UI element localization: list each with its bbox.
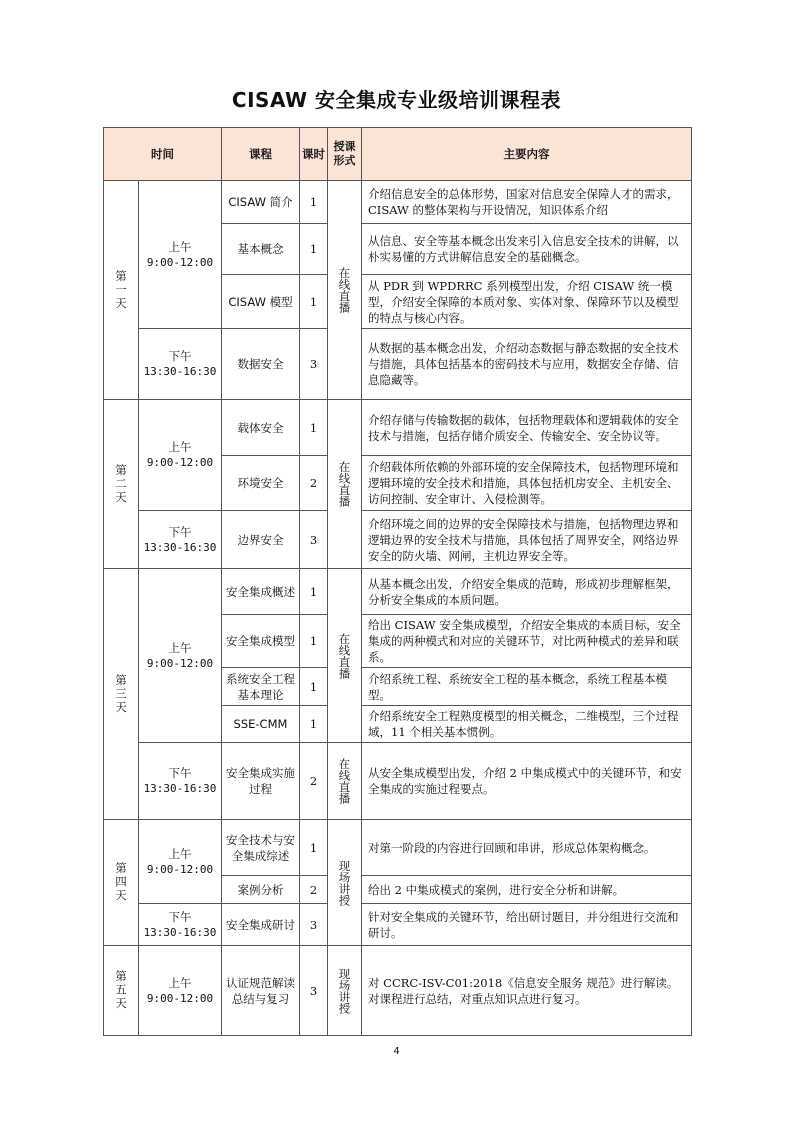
course-content: 从安全集成模型出发，介绍 2 中集成模式中的关键环节，和安全集成的实施过程要点。	[362, 743, 692, 820]
time-range: 9:00-12:00	[146, 255, 214, 269]
day-label: 第四天	[104, 820, 139, 946]
course-name: SSE-CMM	[222, 706, 300, 743]
day-label: 第一天	[104, 181, 139, 400]
teaching-mode: 在线直播	[328, 743, 362, 820]
table-row	[104, 400, 692, 456]
time-range: 9:00-12:00	[146, 656, 214, 670]
header-row	[104, 128, 692, 181]
course-content: 介绍信息安全的总体形势，国家对信息安全保障人才的需求，CISAW 的整体架构与开设情况，知识体系介绍	[362, 181, 692, 224]
table-row	[104, 743, 692, 820]
time-range: 13:30-16:30	[143, 925, 217, 939]
time-label: 上午	[168, 239, 192, 254]
teaching-mode: 现场讲授	[328, 946, 362, 1036]
course-name: 案例分析	[222, 876, 300, 904]
course-content: 介绍存储与传输数据的载体，包括物理载体和逻辑载体的安全技术与措施，包括存储介质安全、传输安全、安全协议等。	[362, 400, 692, 456]
schedule-table	[103, 127, 692, 1036]
course-name: 认证规范解读 总结与复习	[222, 946, 300, 1036]
course-hours: 1	[300, 275, 328, 329]
course-hours: 3	[300, 904, 328, 946]
time-cell	[139, 820, 222, 904]
header-course: 课程	[222, 128, 300, 181]
course-content: 给出 CISAW 安全集成模型，介绍安全集成的本质目标，安全集成的两种模式和对应的关键环节，对比两种模式的差异和联系。	[362, 615, 692, 668]
page-number: 4	[393, 1046, 400, 1057]
table-row	[104, 569, 692, 615]
course-name: 数据安全	[222, 329, 300, 400]
teaching-mode: 在线直播	[328, 569, 362, 743]
time-label: 上午	[168, 640, 192, 655]
table-row	[104, 820, 692, 876]
course-hours: 1	[300, 668, 328, 706]
course-hours: 3	[300, 946, 328, 1036]
course-content: 对第一阶段的内容进行回顾和串讲，形成总体架构概念。	[362, 820, 692, 876]
course-content: 从基本概念出发，介绍安全集成的范畴，形成初步理解框架，分析安全集成的本质问题。	[362, 569, 692, 615]
time-cell	[139, 946, 222, 1036]
course-name: 安全技术与安全集成综述	[222, 820, 300, 876]
course-hours: 1	[300, 706, 328, 743]
course-name: 安全集成实施过程	[222, 743, 300, 820]
course-content: 介绍系统工程、系统安全工程的基本概念，系统工程基本模型。	[362, 668, 692, 706]
course-hours: 2	[300, 876, 328, 904]
course-content: 从信息、安全等基本概念出发来引入信息安全技术的讲解，以朴实易懂的方式讲解信息安全的基础概念。	[362, 224, 692, 275]
time-range: 13:30-16:30	[143, 365, 217, 378]
teaching-mode: 在线直播	[328, 400, 362, 569]
course-name: 安全集成模型	[222, 615, 300, 668]
time-range: 9:00-12:00	[146, 991, 214, 1005]
course-content: 从数据的基本概念出发，介绍动态数据与静态数据的安全技术与措施，具体包括基本的密码技术与应用，数据安全存储、信息隐藏等。	[362, 329, 692, 400]
time-range: 13:30-16:30	[143, 782, 217, 795]
course-content: 给出 2 中集成模式的案例，进行安全分析和讲解。	[362, 876, 692, 904]
course-name: 安全集成研讨	[222, 904, 300, 946]
table-row	[104, 181, 692, 224]
time-range: 9:00-12:00	[146, 862, 214, 876]
course-hours: 1	[300, 615, 328, 668]
time-cell	[139, 511, 222, 569]
course-name: 环境安全	[222, 456, 300, 511]
course-hours: 1	[300, 400, 328, 456]
course-content: 对 CCRC-ISV-C01:2018《信息安全服务 规范》进行解读。对课程进行总结，对重点知识点进行复习。	[362, 946, 692, 1036]
course-hours: 1	[300, 181, 328, 224]
time-range: 9:00-12:00	[146, 456, 214, 469]
course-hours: 3	[300, 329, 328, 400]
table-row	[104, 946, 692, 1036]
table-row	[104, 904, 692, 946]
course-name: CISAW 简介	[222, 181, 300, 224]
course-name: 载体安全	[222, 400, 300, 456]
table-row	[104, 329, 692, 400]
course-name: 边界安全	[222, 511, 300, 569]
course-hours: 2	[300, 456, 328, 511]
time-cell	[139, 181, 222, 329]
time-cell	[139, 400, 222, 511]
course-name: 安全集成概述	[222, 569, 300, 615]
time-cell	[139, 329, 222, 400]
time-label: 下午	[168, 349, 192, 363]
time-label: 下午	[168, 909, 192, 924]
course-hours: 3	[300, 511, 328, 569]
time-cell	[139, 904, 222, 946]
header-content: 主要内容	[362, 128, 692, 181]
time-cell	[139, 569, 222, 743]
teaching-mode: 现场讲授	[328, 820, 362, 946]
time-label: 上午	[168, 846, 192, 861]
time-label: 上午	[168, 440, 192, 454]
day-label: 第二天	[104, 400, 139, 569]
time-cell	[139, 743, 222, 820]
header-mode: 授课形式	[328, 128, 362, 181]
course-name: 基本概念	[222, 224, 300, 275]
header-time: 时间	[104, 128, 222, 181]
time-label: 上午	[168, 975, 192, 990]
schedule-body	[104, 181, 692, 1036]
time-label: 下午	[168, 524, 192, 539]
course-content: 针对安全集成的关键环节，给出研讨题目，并分组进行交流和研讨。	[362, 904, 692, 946]
course-content: 介绍环境之间的边界的安全保障技术与措施，包括物理边界和逻辑边界的安全技术与措施，具体包括了周界安全，网络边界安全的防火墙、网闸，主机边界安全等。	[362, 511, 692, 569]
day-label: 第五天	[104, 946, 139, 1036]
course-name: 系统安全工程基本理论	[222, 668, 300, 706]
table-row	[104, 511, 692, 569]
teaching-mode: 在线直播	[328, 181, 362, 400]
time-range: 13:30-16:30	[143, 540, 217, 554]
course-hours: 1	[300, 224, 328, 275]
header-hours: 课时	[300, 128, 328, 181]
course-hours: 1	[300, 820, 328, 876]
course-content: 从 PDR 到 WPDRRC 系列模型出发，介绍 CISAW 统一模型，介绍安全保障的本质对象、实体对象、保障环节以及模型的特点与核心内容。	[362, 275, 692, 329]
time-label: 下午	[168, 766, 192, 780]
course-name: CISAW 模型	[222, 275, 300, 329]
page-title: CISAW 安全集成专业级培训课程表	[231, 88, 562, 112]
course-hours: 1	[300, 569, 328, 615]
day-label: 第三天	[104, 569, 139, 820]
course-content: 介绍载体所依赖的外部环境的安全保障技术，包括物理环境和逻辑环境的安全技术和措施，具体包括机房安全、主机安全、访问控制、安全审计、入侵检测等。	[362, 456, 692, 511]
course-content: 介绍系统安全工程熟度模型的相关概念，二维模型，三个过程域，11 个相关基本惯例。	[362, 706, 692, 743]
course-hours: 2	[300, 743, 328, 820]
